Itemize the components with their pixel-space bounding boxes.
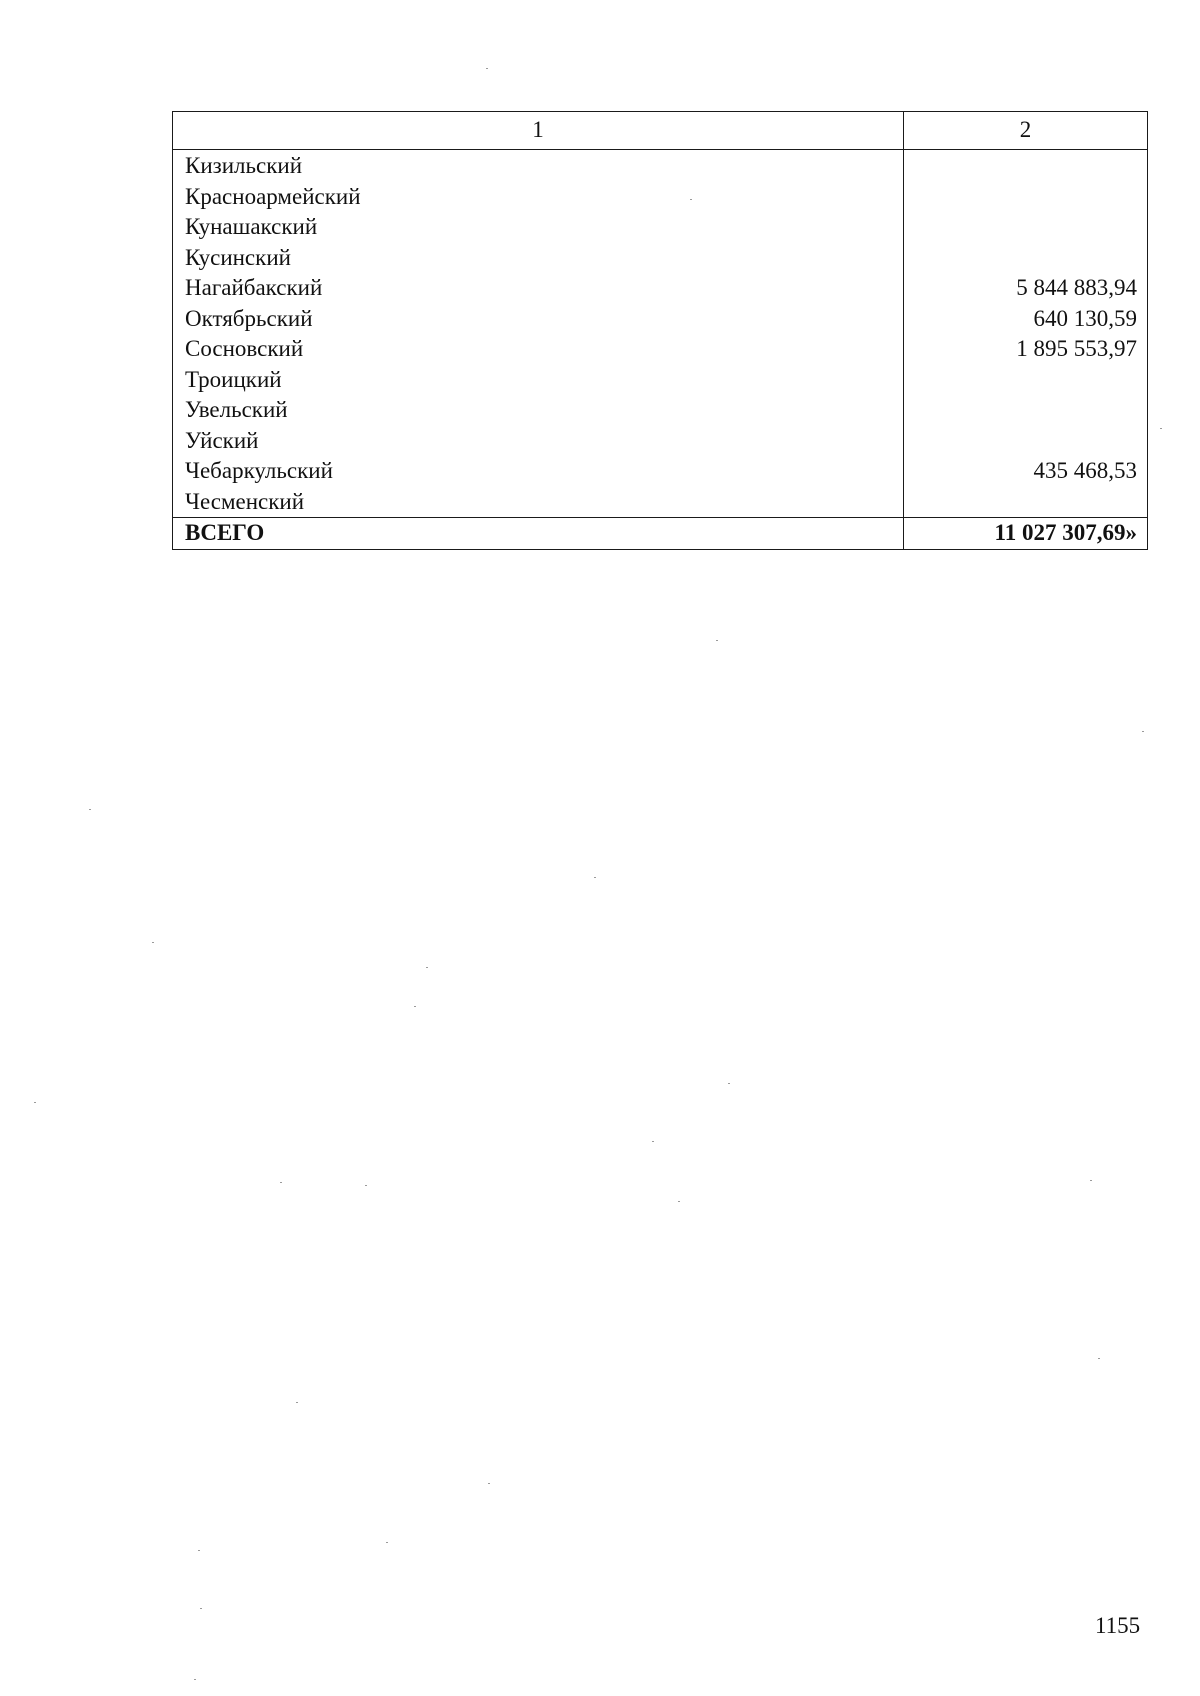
district-name: Красноармейский (173, 182, 904, 213)
scan-speck (426, 967, 428, 968)
total-row (173, 518, 1148, 550)
scan-speck (1160, 428, 1162, 429)
district-name: Увельский (173, 395, 904, 426)
scan-speck (678, 1201, 680, 1202)
district-value (904, 426, 1148, 457)
district-name: Чесменский (173, 487, 904, 518)
district-value (904, 182, 1148, 213)
table-row (173, 365, 1148, 396)
scan-speck (386, 1542, 388, 1543)
table-row (173, 487, 1148, 518)
scan-speck (486, 68, 488, 69)
scan-speck (594, 877, 596, 878)
district-value (904, 243, 1148, 274)
table-row (173, 426, 1148, 457)
scan-speck (1090, 1180, 1092, 1181)
scan-speck (414, 1006, 416, 1007)
table-header-row (173, 112, 1148, 150)
scan-speck (652, 1141, 654, 1142)
table-row (173, 150, 1148, 182)
total-label: ВСЕГО (173, 518, 904, 550)
scan-speck (200, 1608, 202, 1609)
districts-table (172, 111, 1148, 550)
table-row (173, 395, 1148, 426)
district-name: Чебаркульский (173, 456, 904, 487)
district-value: 435 468,53 (1033, 458, 1137, 483)
district-value (904, 487, 1148, 518)
table-row (173, 456, 1148, 487)
scan-speck (280, 1182, 282, 1183)
scan-speck (198, 1550, 200, 1551)
table-row (173, 334, 1148, 365)
table-row (173, 304, 1148, 335)
district-name: Кусинский (173, 243, 904, 274)
column-header-1: 1 (173, 112, 904, 150)
column-header-2: 2 (904, 112, 1148, 150)
district-name: Сосновский (173, 334, 904, 365)
scan-speck (152, 942, 154, 943)
district-value (904, 212, 1148, 243)
table-row (173, 182, 1148, 213)
scan-speck (89, 809, 91, 810)
district-value (904, 150, 1148, 182)
district-name: Кизильский (173, 150, 904, 182)
table-row (173, 273, 1148, 304)
district-name: Троицкий (173, 365, 904, 396)
scan-speck (728, 1083, 730, 1084)
scan-speck (716, 640, 718, 641)
scan-speck (194, 1679, 196, 1680)
table-row (173, 243, 1148, 274)
scan-speck (365, 1185, 367, 1186)
district-value (904, 365, 1148, 396)
district-value: 640 130,59 (1033, 305, 1137, 331)
scan-speck (1098, 1358, 1100, 1359)
district-name: Кунашакский (173, 212, 904, 243)
district-name: Октябрьский (173, 304, 904, 335)
scan-speck (296, 1402, 298, 1403)
scan-speck (1142, 731, 1144, 732)
scan-speck (488, 1483, 490, 1484)
page-number: 1155 (1095, 1613, 1141, 1638)
district-value: 5 844 883,94 (1016, 275, 1137, 300)
district-value (904, 395, 1148, 426)
scan-speck (34, 1102, 36, 1103)
district-name: Уйский (173, 426, 904, 457)
table-row (173, 212, 1148, 243)
district-value: 1 895 553,97 (1016, 336, 1137, 361)
scan-speck (690, 199, 692, 200)
total-value: 11 027 307,69» (904, 518, 1148, 550)
district-name: Нагайбакский (173, 273, 904, 304)
